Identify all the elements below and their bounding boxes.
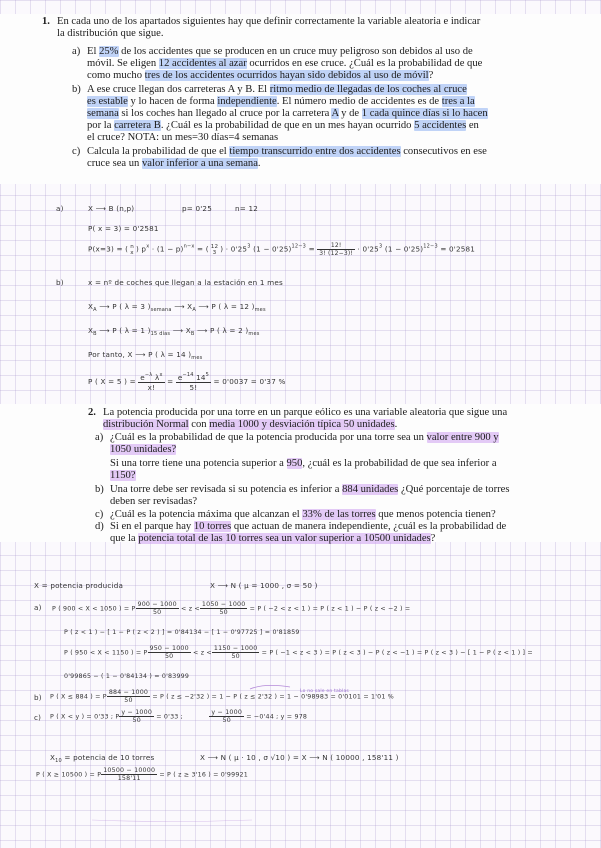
exercise-2a-line-3: Si una torre tiene una potencia superior a 950, ¿cuál es la probabilidad de que sea inferior a (110, 458, 497, 469)
note-2a-line-1: P ( 900 < X < 1050 ) = P $\frac{900 - 1000}{50}$ < z < $\frac{1050 - 1000}{50}$ = P ( −2 < z < 1 ) = P ( z < 1 ) − P ( z < −2 ) = (52, 601, 411, 616)
note-2d-line-1: P ( X ≥ 10500 ) = P $\frac{10500 - 10000}{158'11}$ = P ( z ≥ 3'16 ) = 0'99921 (36, 767, 248, 782)
exercise-1b-line-1: A ese cruce llegan dos carreteras A y B. El ritmo medio de llegadas de los coches al cruce (87, 84, 467, 95)
exercise-2c-label: c) (95, 509, 104, 520)
ink-underline-mark (92, 820, 252, 822)
note-1a-line-1: P( x = 3) = 0'2581 (88, 224, 159, 233)
note-1a-p: p= 0'25 (182, 204, 212, 213)
note-1b-line-1: $X_A$ ⟶ P ( λ = 3 )$_{semana}$ ⟶ $X_A$ ⟶ P ( λ = 12 )$_{mes}$ (88, 302, 266, 313)
note-1b-line-4: P ( X = 5 ) = $\frac{e^{-\lambda} \lambda^x}{x!}$ = $\frac{e^{-14} 14^5}{5!}$ = 0'0037 = 0'37 % (88, 372, 286, 392)
note-2b-label: b) (34, 693, 42, 702)
exercise-2b-label: b) (95, 484, 104, 495)
ink-bracket-mark (250, 685, 290, 689)
exercise-1a-line-3: como mucho tres de los accidentes ocurridos hayan sido debidos al uso de móvil? (87, 70, 434, 81)
note-2a-label: a) (34, 603, 42, 612)
exercise-1b-line-3: semana si los coches han llegado al cruce por la carretera A y de 1 cada quince días si lo hacen (87, 108, 488, 119)
exercise-2a-line-4: 1150? (110, 470, 136, 481)
exercise-2d-line-2: que la potencia total de las 10 torres sea un valor superior a 10500 unidades? (110, 533, 436, 544)
note-2c-label: c) (34, 713, 42, 722)
exercise-1c-line-2: cruce sea un valor inferior a una semana. (87, 158, 261, 169)
exercise-1b-line-4: por la carretera B. ¿Cuál es la probabilidad de que en un mes hayan ocurrido 5 accidentes en (87, 120, 479, 131)
note-2-distribution: X ⟶ N ( μ = 1000 , σ = 50 ) (210, 581, 318, 590)
exercise-1-number: 1. (42, 16, 50, 27)
exercise-2b-line-1: Una torre debe ser revisada si su potencia es inferior a 884 unidades ¿Qué porcentaje de torres (110, 484, 510, 495)
exercise-2c-line-1: ¿Cuál es la potencia máxima que alcanzan el 33% de las torres que menos potencia tienen? (110, 509, 496, 520)
note-2a-line-2: P ( z < 1 ) − [ 1 − P ( z < 2 ) ] = 0'84134 − [ 1 − 0'97725 ] = 0'81859 (64, 629, 300, 636)
note-1a-label: a) (56, 204, 64, 213)
exercise-1a-label: a) (72, 46, 81, 57)
note-2a-line-4: 0'99865 − ( 1 − 0'84134 ) = 0'83999 (64, 673, 190, 680)
note-1b-line-2: $X_B$ ⟶ P ( λ = 1 )$_{15 días}$ ⟶ $X_B$ ⟶ P ( λ = 2 )$_{mes}$ (88, 326, 260, 337)
note-2a-line-3: P ( 950 < X < 1150 ) = P $\frac{950 - 1000}{50}$ < z < $\frac{1150 - 1000}{50}$ = P ( −1 < z < 3 ) = P ( z < 3 ) − P ( z < −1 ) = P ( z < 3 ) − [ 1 − P ( z < 1 ) ] = (64, 645, 533, 660)
exercise-1-intro-2: la distribución que sigue. (57, 28, 164, 39)
exercise-1a-line-1: El 25% de los accidentes que se producen en un cruce muy peligroso son debidos al uso de (87, 46, 473, 57)
exercise-1b-label: b) (72, 84, 81, 95)
exercise-1c-line-1: Calcula la probabilidad de que el tiempo transcurrido entre dos accidentes consecutivos en ese (87, 146, 487, 157)
exercise-2a-line-2: 1050 unidades? (110, 444, 177, 455)
exercise-2a-line-1: ¿Cuál es la probabilidad de que la potencia producida por una torre sea un valor entre 900 y (110, 432, 499, 443)
note-1a-line-2: P(x=3) = ( n x ) $p^x \cdot (1 - p)^{n-x}$ = ( 12 3 ) · $0'25^3$ $(1 - 0'25)^{12-3}$ = $\frac{12!}{3! (12-3)!}$ · $0'25^3$ $(1 - 0'25)^{12-3} = 0'2581$ (88, 242, 476, 257)
note-2-definition: X = potencia producida (34, 581, 124, 590)
note-1b-label: b) (56, 278, 64, 287)
exercise-2a-label: a) (95, 432, 104, 443)
note-2b-line-1: P ( X ≤ 884 ) = P $\frac{884 - 1000}{50}$ = P ( z ≤ −2'32 ) = 1 − P ( z ≤ 2'32 ) = 1 − 0'98983 = 0'0101 = 1'01 % (50, 689, 394, 704)
note-1a-definition: X ⟶ B (n,p) (88, 204, 135, 213)
exercise-1a-line-2: móvil. Se eligen 12 accidentes al azar ocurridos en ese cruce. ¿Cuál es la probabilidad de que (87, 58, 483, 69)
exercise-2b-line-2: deben ser revisadas? (110, 496, 198, 507)
exercise-2d-line-1: Si en el parque hay 10 torres que actuan de manera independiente, ¿cuál es la probabilidad de (110, 521, 507, 532)
note-1b-definition: x = nº de coches que llegan a la estación en 1 mes (88, 278, 283, 287)
exercise-2d-label: d) (95, 521, 104, 532)
note-2c-line-1: P ( X < y ) = 0'33 ; P $\frac{y - 1000}{50}$ = 0'33 ; $\frac{y - 1000}{50}$ = −0'44 ; y = 978 (50, 709, 308, 724)
exercise-1c-label: c) (72, 146, 81, 157)
exercise-2-number: 2. (88, 407, 96, 418)
note-2d-definition: $X_{10}$ = potencia de 10 torres (50, 753, 155, 764)
note-1a-n: n= 12 (235, 204, 259, 213)
note-2b-margin-note: Lo no sale en tablas (300, 689, 349, 694)
exercise-1b-line-5: el cruce? NOTA: un mes=30 días=4 semanas (87, 132, 279, 143)
exercise-1b-line-2: es estable y lo hacen de forma independiente. El número medio de accidentes es de tres a la (87, 96, 475, 107)
note-2d-distribution: X ⟶ N ( μ · 10 , σ √10 ) = X ⟶ N ( 10000 , 158'11 ) (200, 753, 399, 762)
note-1b-line-3: Por tanto, X ⟶ P ( λ = 14 )$_{mes}$ (88, 350, 203, 361)
exercise-2-intro: La potencia producida por una torre en un parque eólico es una variable aleatoria que sigue una (103, 407, 508, 418)
exercise-1-intro: En cada uno de los apartados siguientes hay que definir correctamente la variable aleatoria e indicar (57, 16, 481, 27)
exercise-2-intro-2: distribución Normal con media 1000 y desviación típica 50 unidades. (103, 419, 398, 430)
